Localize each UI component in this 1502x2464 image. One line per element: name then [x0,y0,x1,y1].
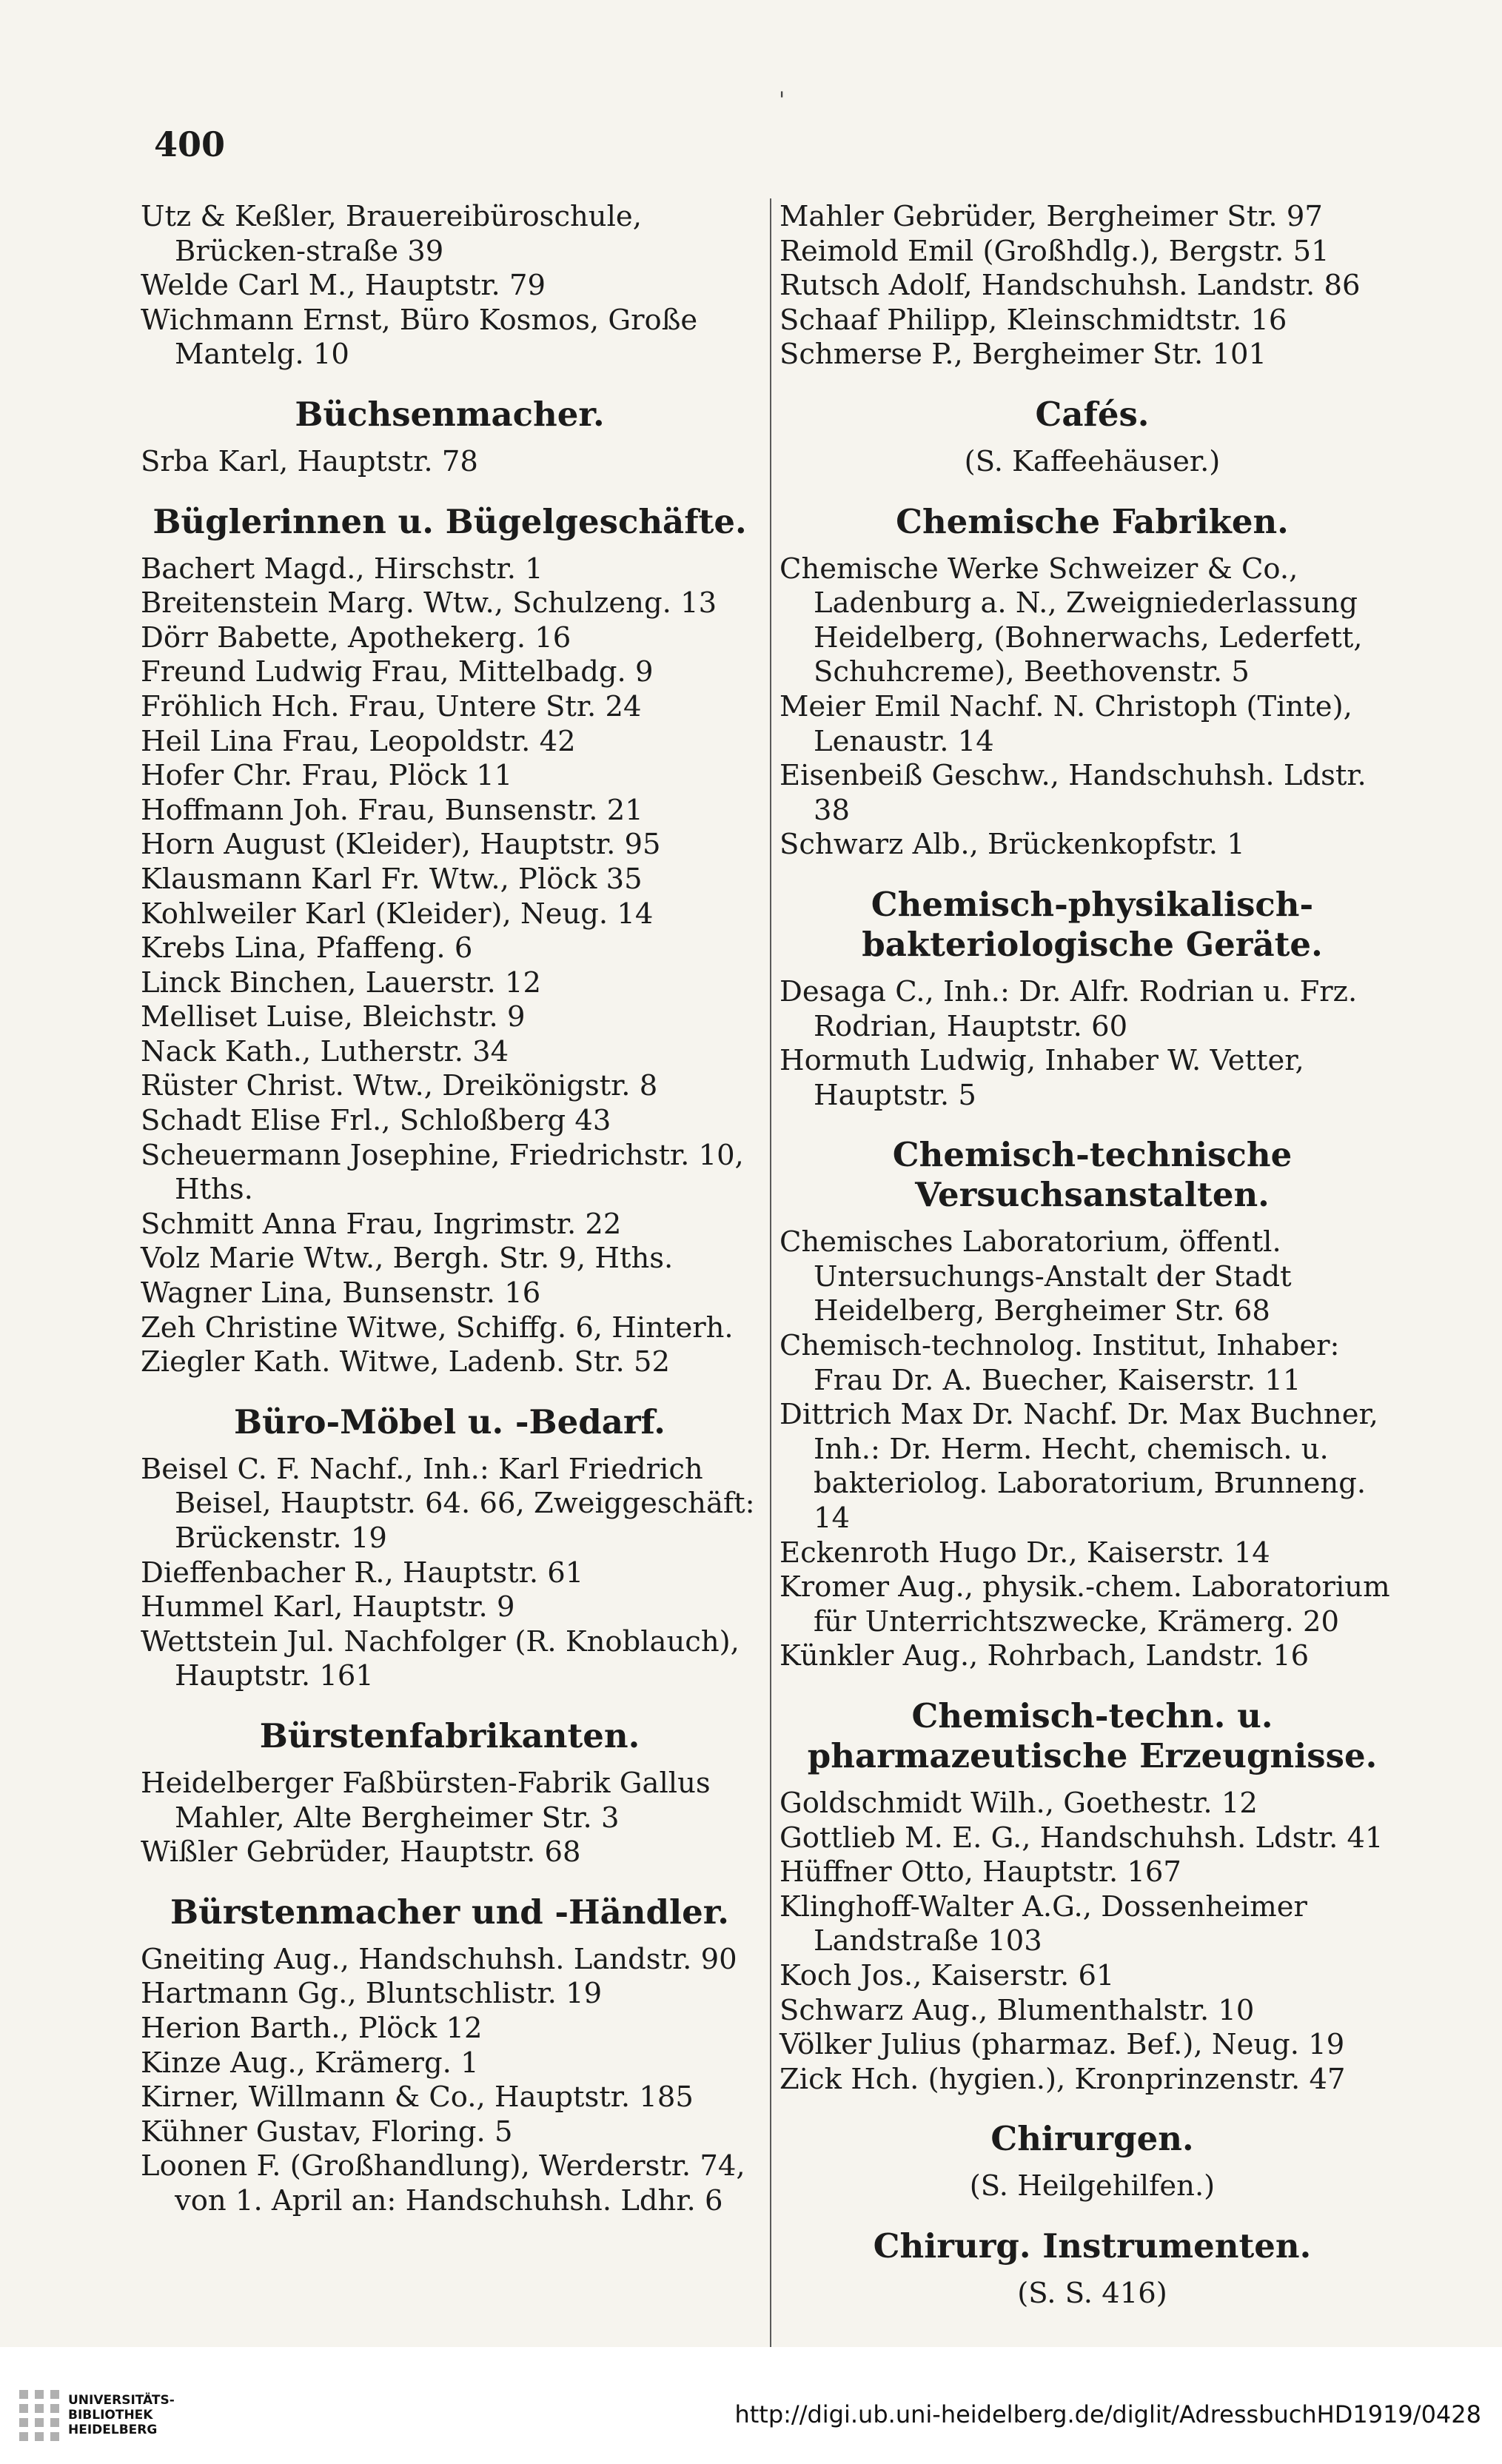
library-name-line: BIBLIOTHEK [68,2408,153,2423]
directory-entry: Linck Binchen, Lauerstr. 12 [141,965,541,1000]
section-heading: Büglerinnen u. Bügelgeschäfte. [152,501,747,541]
directory-entry: Wichmann Ernst, Büro Kosmos, Große Mantelg. 10 [141,303,698,372]
section-heading: Chirurgen. [990,2119,1194,2159]
directory-entry: Utz & Keßler, Brauereibüroschule, Brücken-straße 39 [141,200,642,268]
directory-entry: Fröhlich Hch. Frau, Untere Str. 24 [141,689,642,723]
directory-entry: Volz Marie Wtw., Bergh. Str. 9, Hths. [141,1242,674,1276]
directory-entry: Zeh Christine Witwe, Schiffg. 6, Hinterh. [141,1310,734,1345]
directory-entry: Krebs Lina, Pfaffeng. 6 [141,931,473,965]
directory-entry: Kinze Aug., Krämerg. 1 [141,2046,479,2080]
directory-entry: Schmitt Anna Frau, Ingrimstr. 22 [141,1207,622,1241]
directory-entry: Loonen F. (Großhandlung), Werderstr. 74, von 1. April an: Handschuhsh. Ldhr. 6 [141,2149,745,2217]
directory-entry: Wettstein Jul. Nachfolger (R. Knoblauch), Hauptstr. 161 [141,1624,740,1693]
directory-entry: Breitenstein Marg. Wtw., Schulzeng. 13 [141,586,717,620]
directory-entry: Scheuermann Josephine, Friedrichstr. 10, Hths. [141,1138,744,1207]
section-heading: Bürstenfabrikanten. [259,1715,640,1755]
directory-entry: Desaga C., Inh.: Dr. Alfr. Rodrian u. Frz. Rodrian, Hauptstr. 60 [780,974,1358,1043]
directory-entry: Meier Emil Nachf. N. Christoph (Tinte), Lenaustr. 14 [780,689,1352,758]
directory-entry: Nack Kath., Lutherstr. 34 [141,1034,509,1068]
directory-entry: Chemisch-technolog. Institut, Inhaber: Frau Dr. A. Buecher, Kaiserstr. 11 [780,1329,1340,1397]
directory-entry: Schwarz Alb., Brückenkopfstr. 1 [780,828,1245,862]
directory-entry: Ziegler Kath. Witwe, Ladenb. Str. 52 [141,1345,670,1379]
directory-entry: Beisel C. F. Nachf., Inh.: Karl Friedrich Beisel, Hauptstr. 64. 66, Zweiggeschäft: Brückenstr. 19 [141,1452,755,1555]
directory-entry: Hüffner Otto, Hauptstr. 167 [780,1855,1181,1889]
directory-entry: Heil Lina Frau, Leopoldstr. 42 [141,724,576,758]
library-name-line: HEIDELBERG [68,2423,158,2437]
directory-entry: Wißler Gebrüder, Hauptstr. 68 [141,1835,581,1869]
directory-entry: Kromer Aug., physik.-chem. Laboratorium für Unterrichtszwecke, Krämerg. 20 [780,1570,1390,1638]
directory-entry: Wagner Lina, Bunsenstr. 16 [141,1276,541,1310]
directory-entry: Chemisches Laboratorium, öffentl. Untersuchungs-Anstalt der Stadt Heidelberg, Bergheimer Str. 68 [780,1225,1292,1328]
directory-entry: Hummel Karl, Hauptstr. 9 [141,1590,515,1624]
directory-entry: Freund Ludwig Frau, Mittelbadg. 9 [141,655,654,689]
library-name [68,2393,175,2437]
directory-entry: Völker Julius (pharmaz. Bef.), Neug. 19 [780,2028,1345,2062]
cross-reference-note: (S. Kaffeehäuser.) [964,444,1221,478]
directory-entry: Chemische Werke Schweizer & Co., Ladenburg a. N., Zweigniederlassung Heidelberg, (Bohnerwachs, Lederfett, Schuhcreme), Beethovenstr. 5 [780,552,1363,689]
directory-entry: Eisenbeiß Geschw., Handschuhsh. Ldstr. 38 [780,759,1367,827]
directory-entry: Zick Hch. (hygien.), Kronprinzenstr. 47 [780,2062,1346,2096]
stray-mark: ' [779,87,785,113]
section-heading: Cafés. [1035,394,1150,434]
directory-entry: Dittrich Max Dr. Nachf. Dr. Max Buchner, Inh.: Dr. Herm. Hecht, chemisch. u. bakteriolog. Laboratorium, Brunneng. 14 [780,1398,1378,1536]
directory-entry: Hoffmann Joh. Frau, Bunsenstr. 21 [141,793,643,827]
directory-entry: Rutsch Adolf, Handschuhsh. Landstr. 86 [780,269,1361,303]
section-heading: Chemisch-techn. u. pharmazeutische Erzeugnisse. [807,1696,1378,1775]
section-heading: Chemisch-technische Versuchsanstalten. [892,1135,1293,1215]
directory-entry: Bachert Magd., Hirschstr. 1 [141,552,543,586]
cross-reference-note: (S. Heilgehilfen.) [969,2169,1216,2203]
directory-entry: Reimold Emil (Großhdlg.), Bergstr. 51 [780,234,1330,268]
directory-entry: Welde Carl M., Hauptstr. 79 [141,269,546,303]
directory-entry: Dieffenbacher R., Hauptstr. 61 [141,1556,584,1590]
directory-entry: Rüster Christ. Wtw., Dreikönigstr. 8 [141,1069,658,1103]
directory-entry: Künkler Aug., Rohrbach, Landstr. 16 [780,1639,1310,1673]
directory-entry: Gottlieb M. E. G., Handschuhsh. Ldstr. 41 [780,1821,1384,1855]
section-heading: Büchsenmacher. [295,394,605,434]
source-url-link[interactable]: http://digi.ub.uni-heidelberg.de/diglit/AdressbuchHD1919/0428 [734,2400,1481,2428]
directory-entry: Kohlweiler Karl (Kleider), Neug. 14 [141,897,654,931]
section-heading: Chemische Fabriken. [896,501,1289,541]
footer-bar [0,2347,1502,2464]
section-heading: Chemisch-physikalisch-bakteriologische Geräte. [862,884,1323,964]
directory-entry: Schwarz Aug., Blumenthalstr. 10 [780,1993,1255,2027]
directory-entry: Klausmann Karl Fr. Wtw., Plöck 35 [141,862,643,896]
directory-entry: Kühner Gustav, Floring. 5 [141,2115,513,2149]
right-column [780,200,1405,2311]
directory-entry: Schadt Elise Frl., Schloßberg 43 [141,1104,611,1138]
column-divider [770,198,771,2349]
cross-reference-note: (S. S. 416) [1017,2276,1167,2310]
directory-entry: Heidelberger Faßbürsten-Fabrik Gallus Mahler, Alte Bergheimer Str. 3 [141,1766,711,1835]
library-logo-icon [19,2390,59,2442]
directory-entry: Srba Karl, Hauptstr. 78 [141,444,478,478]
directory-entry: Schaaf Philipp, Kleinschmidtstr. 16 [780,303,1287,337]
directory-entry: Goldschmidt Wilh., Goethestr. 12 [780,1787,1258,1820]
directory-entry: Hofer Chr. Frau, Plöck 11 [141,759,513,793]
directory-entry: Hormuth Ludwig, Inhaber W. Vetter, Hauptstr. 5 [780,1044,1304,1112]
section-heading: Chirurg. Instrumenten. [873,2226,1312,2266]
directory-entry: Dörr Babette, Apothekerg. 16 [141,620,571,654]
page-number: 400 [154,124,226,164]
directory-entry: Melliset Luise, Bleichstr. 9 [141,1000,526,1034]
directory-entry: Mahler Gebrüder, Bergheimer Str. 97 [780,200,1323,233]
directory-entry: Schmerse P., Bergheimer Str. 101 [780,338,1267,372]
directory-entry: Kirner, Willmann & Co., Hauptstr. 185 [141,2080,694,2115]
directory-entry: Klinghoff-Walter A.G., Dossenheimer Landstraße 103 [780,1889,1307,1958]
directory-entry: Eckenroth Hugo Dr., Kaiserstr. 14 [780,1536,1270,1570]
library-name-line: UNIVERSITÄTS- [68,2393,175,2408]
directory-entry: Horn August (Kleider), Hauptstr. 95 [141,828,661,862]
section-heading: Büro-Möbel u. -Bedarf. [234,1402,665,1442]
directory-entry: Gneiting Aug., Handschuhsh. Landstr. 90 [141,1942,737,1976]
directory-entry: Koch Jos., Kaiserstr. 61 [780,1958,1115,1992]
left-column [141,200,759,2219]
directory-entry: Hartmann Gg., Bluntschlistr. 19 [141,1977,603,2011]
directory-entry: Herion Barth., Plöck 12 [141,2011,483,2045]
section-heading: Bürstenmacher und -Händler. [170,1892,729,1932]
